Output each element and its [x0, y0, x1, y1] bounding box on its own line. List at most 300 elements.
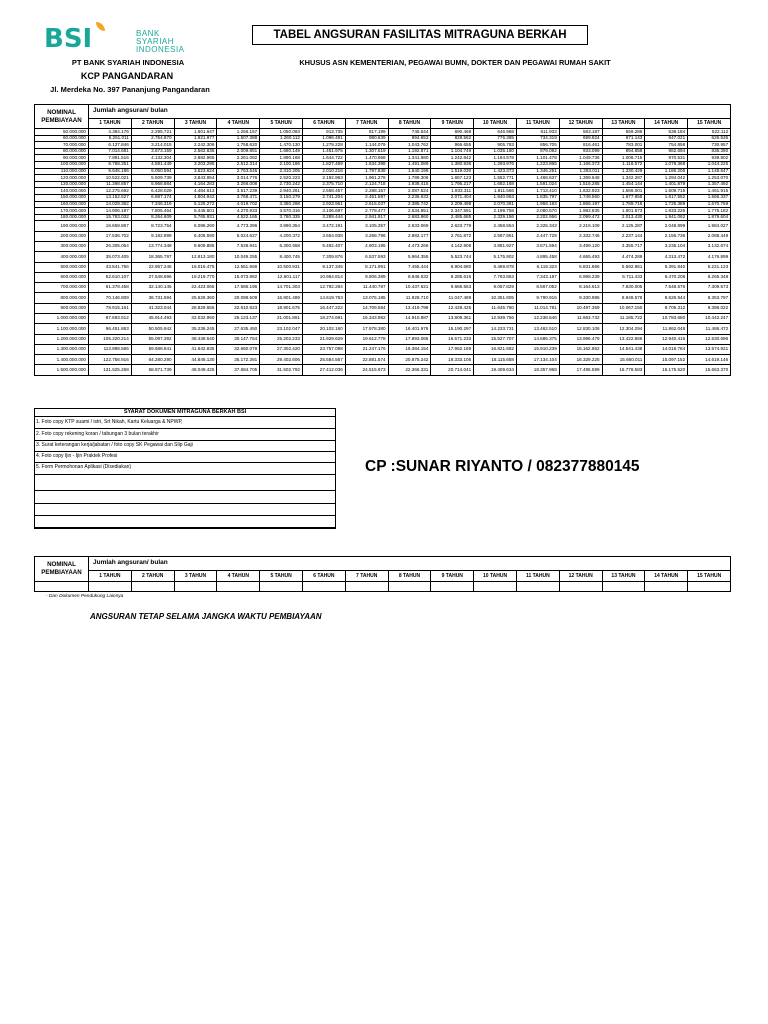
- installment-cell: 1.253.070: [688, 175, 731, 182]
- installment-cell: 2.730.242: [260, 181, 303, 188]
- installment-cell: 2.833.069: [388, 221, 431, 231]
- installment-cell: 1.461.975: [302, 148, 345, 155]
- installment-cell: 4.665.493: [559, 252, 602, 262]
- installment-cell: 11.014.781: [516, 303, 559, 313]
- installment-cell: 6.300.558: [260, 241, 303, 251]
- installment-cell: 8.723.754: [131, 221, 174, 231]
- installment-cell: 5.968.884: [131, 181, 174, 188]
- contact-person: CP :SUNAR RIYANTO / 082377880145: [365, 458, 640, 475]
- installment-cell: 1.118.572: [602, 161, 645, 168]
- installment-cell: 25.123.137: [217, 313, 260, 323]
- nominal-cell: 1.000.000.000: [35, 313, 89, 323]
- installment-cell: 646.988: [474, 129, 517, 136]
- installment-cell: 20.102.160: [302, 324, 345, 334]
- installment-cell: 1.346.251: [516, 168, 559, 175]
- installment-cell: 3.499.120: [559, 241, 602, 251]
- installment-cell: 4.142.808: [431, 241, 474, 251]
- installment-cell: 1.230.429: [602, 168, 645, 175]
- year-header: 1 TAHUN: [89, 119, 132, 129]
- installment-cell: 19.384.154: [388, 344, 431, 354]
- installment-cell: 16.447.222: [302, 303, 345, 313]
- installment-cell: 15.097.152: [645, 355, 688, 365]
- nominal-cell: 50.000.000: [35, 129, 89, 136]
- year-header: 3 TAHUN: [174, 571, 217, 582]
- empty-cell: [474, 582, 517, 592]
- installment-cell: 5.831.866: [559, 262, 602, 272]
- installment-cell: 12.601.117: [260, 272, 303, 282]
- installment-cell: 11.645.780: [474, 303, 517, 313]
- installment-cell: 1.461.915: [688, 188, 731, 195]
- installment-cell: 3.235.104: [645, 241, 688, 251]
- requirement-item: 3. Surat keterangan kerja/jabatan / foto copy SK Pegawai dan Slip Gaji: [36, 442, 193, 448]
- installment-cell: 13.774.348: [131, 241, 174, 251]
- installment-cell: 1.078.368: [645, 161, 688, 168]
- nominal-header-line1: NOMINAL: [47, 108, 76, 116]
- installment-cell: 27.302.420: [260, 344, 303, 354]
- requirement-item: 1. Foto copy KTP suami / istri, Srt Nikah, Kartu Keluarga & NPWP,: [36, 419, 183, 425]
- installment-cell: 2.080.570: [516, 208, 559, 215]
- installment-cell: 10.497.359: [559, 303, 602, 313]
- installment-cell: 10.442.247: [688, 313, 731, 323]
- installment-cell: 1.789.306: [388, 175, 431, 182]
- installment-cell: 20.875.242: [388, 355, 431, 365]
- installment-cell: 6.406.590: [174, 231, 217, 241]
- installment-cell: 3.014.776: [217, 175, 260, 182]
- installment-cell: 4.773.396: [217, 221, 260, 231]
- installment-cell: 2.156.736: [645, 231, 688, 241]
- installment-cell: 12.561.568: [217, 262, 260, 272]
- installment-cell: 2.520.223: [260, 175, 303, 182]
- installment-cell: 7.309.876: [302, 252, 345, 262]
- nominal-cell: 80.000.000: [35, 148, 89, 155]
- installment-cell: 1.670.759: [688, 201, 731, 208]
- installment-cell: 4.903.195: [345, 241, 388, 251]
- installment-cell: 8.948.578: [602, 293, 645, 303]
- installment-cell: 3.990.354: [260, 221, 303, 231]
- installment-cell: 1.491.089: [388, 161, 431, 168]
- installment-cell: 2.385.742: [388, 201, 431, 208]
- empty-cell: [302, 582, 345, 592]
- bank-name: PT BANK SYARIAH INDONESIA: [71, 58, 185, 67]
- installment-cell: 27.635.450: [217, 324, 260, 334]
- table-row: [35, 582, 731, 592]
- installment-cell: 2.202.956: [516, 214, 559, 221]
- installment-cell: 10.522.021: [89, 175, 132, 182]
- installment-cell: 783.001: [602, 142, 645, 149]
- installment-cell: 15.527.707: [474, 334, 517, 344]
- installment-cell: 13.809.361: [431, 313, 474, 323]
- year-header: 14 TAHUN: [645, 119, 688, 129]
- installment-cell: 10.500.931: [260, 262, 303, 272]
- installment-cell: 16.016.475: [174, 262, 217, 272]
- installment-cell: 3.472.191: [302, 221, 345, 231]
- nominal-header-line1: NOMINAL: [47, 561, 76, 568]
- installment-cell: 6.428.029: [131, 188, 174, 195]
- table-row: [35, 168, 731, 175]
- installment-cell: 1.901.573: [602, 208, 645, 215]
- installment-cell: 30.147.764: [217, 334, 260, 344]
- empty-cell: [431, 582, 474, 592]
- installment-cell: 2.375.710: [302, 181, 345, 188]
- installment-cell: 1.725.389: [645, 201, 688, 208]
- requirements-row-divider: [34, 528, 336, 529]
- empty-cell: [645, 582, 688, 592]
- nominal-cell: 60.000.000: [35, 135, 89, 142]
- installment-cell: 14.619.753: [302, 293, 345, 303]
- installment-cell: 856.705: [516, 142, 559, 149]
- installment-cell: 1.423.373: [474, 168, 517, 175]
- installment-cell: 10.049.255: [217, 252, 260, 262]
- nominal-header-line2: PEMBIAYAAN: [41, 116, 82, 124]
- installment-cell: 5.261.011: [89, 135, 132, 142]
- installment-cell: 1.879.604: [688, 214, 731, 221]
- installment-cell: 690.468: [431, 129, 474, 136]
- installment-cell: 745.544: [388, 129, 431, 136]
- installment-cell: 32.140.145: [131, 283, 174, 293]
- nominal-cell: 400.000.000: [35, 252, 89, 262]
- table-row: [35, 313, 731, 323]
- requirements-row-divider: [34, 490, 336, 491]
- supporting-documents-note: - Dan Dokumen Pendukung Lainnya: [46, 594, 124, 599]
- table-row: [35, 148, 731, 155]
- year-header: 8 TAHUN: [388, 119, 431, 129]
- installment-cell: 3.843.954: [174, 175, 217, 182]
- installment-cell: 9.057.829: [474, 283, 517, 293]
- installment-cell: 894.653: [388, 135, 431, 142]
- table-row: [35, 303, 731, 313]
- nominal-cell: 180.000.000: [35, 214, 89, 221]
- installment-cell: 61.378.458: [89, 283, 132, 293]
- installment-cell: 29.402.606: [260, 355, 303, 365]
- installment-cell: 4.591.449: [131, 161, 174, 168]
- installment-cell: 44.846.130: [174, 355, 217, 365]
- installment-cell: 2.087.524: [388, 188, 431, 195]
- installment-cell: 15.162.852: [559, 344, 602, 354]
- installment-cell: 41.642.835: [174, 344, 217, 354]
- installment-cell: 105.220.214: [89, 334, 132, 344]
- installment-cell: 8.946.532: [388, 272, 431, 282]
- installment-cell: 1.035.180: [474, 148, 517, 155]
- installment-cell: 1.890.168: [260, 155, 303, 162]
- installment-cell: 16.571.233: [431, 334, 474, 344]
- nominal-cell: 100.000.000: [35, 161, 89, 168]
- installment-cell: 16.801.489: [260, 293, 303, 303]
- table-row: [35, 194, 731, 201]
- installment-cell: 1.775.182: [688, 208, 731, 215]
- requirements-row-divider: [34, 428, 336, 429]
- requirements-row-divider: [34, 474, 336, 475]
- logo-leaf-icon: [96, 22, 105, 31]
- table-row: [35, 135, 731, 142]
- installment-cell: 2.940.261: [260, 188, 303, 195]
- installment-cell: 8.768.351: [89, 161, 132, 168]
- installment-cell: 1.941.062: [645, 214, 688, 221]
- installment-cell: 2.192.963: [302, 175, 345, 182]
- installment-cell: 4.313.472: [645, 252, 688, 262]
- year-header: 11 TAHUN: [516, 119, 559, 129]
- installment-cell: 1.043.762: [388, 142, 431, 149]
- requirements-row-divider: [34, 503, 336, 504]
- nominal-header: [35, 105, 89, 129]
- installment-cell: 4.132.304: [131, 155, 174, 162]
- installment-cell: 817.199: [345, 129, 388, 136]
- installment-cell: 122.756.916: [89, 355, 132, 365]
- installment-cell: 7.343.187: [516, 272, 559, 282]
- installment-cell: 5.221.123: [688, 262, 731, 272]
- installment-cell: 15.660.011: [602, 355, 645, 365]
- table-row: [35, 252, 731, 262]
- installment-cell: 5.523.744: [431, 252, 474, 262]
- installment-cell: 6.119.323: [516, 262, 559, 272]
- installment-cell: 4.522.165: [217, 214, 260, 221]
- installment-cell: 15.910.239: [516, 344, 559, 354]
- installment-header-title: Jumlah angsuran/ bulan: [89, 557, 731, 571]
- installment-cell: 11.663.732: [559, 313, 602, 323]
- installment-cell: 1.758.620: [217, 142, 260, 149]
- installment-cell: 1.958.183: [516, 201, 559, 208]
- installment-cell: 20.714.041: [431, 365, 474, 375]
- installment-cell: 1.454.144: [602, 181, 645, 188]
- year-header: 8 TAHUN: [388, 571, 431, 582]
- installment-cell: 2.447.729: [516, 231, 559, 241]
- installment-cell: 14.233.731: [474, 324, 517, 334]
- installment-cell: 12.275.692: [89, 188, 132, 195]
- installment-cell: 1.713.410: [516, 188, 559, 195]
- table-row: [35, 334, 731, 344]
- installment-cell: 2.923.951: [302, 201, 345, 208]
- installment-cell: 539.184: [645, 129, 688, 136]
- nominal-cell: 1.100.000.000: [35, 324, 89, 334]
- installment-cell: 27.548.696: [131, 272, 174, 282]
- installment-cell: 17.978.380: [345, 324, 388, 334]
- requirements-row-divider: [34, 462, 336, 463]
- empty-cell: [559, 582, 602, 592]
- installment-cell: 14.701.303: [260, 283, 303, 293]
- nominal-cell: 90.000.000: [35, 155, 89, 162]
- installment-cell: 22.957.246: [131, 262, 174, 272]
- installment-cell: 8.567.052: [516, 283, 559, 293]
- installment-cell: 55.097.392: [131, 334, 174, 344]
- installment-cell: 7.891.516: [89, 155, 132, 162]
- installment-cell: 1.294.042: [645, 175, 688, 182]
- year-header: 10 TAHUN: [474, 571, 517, 582]
- year-header: 5 TAHUN: [260, 571, 303, 582]
- year-header: 14 TAHUN: [645, 571, 688, 582]
- installment-cell: 6.265.348: [688, 272, 731, 282]
- nominal-cell: 1.200.000.000: [35, 334, 89, 344]
- installment-cell: 1.601.647: [174, 129, 217, 136]
- installment-cell: 9.137.345: [302, 262, 345, 272]
- year-header: 1 TAHUN: [89, 571, 132, 582]
- installment-cell: 14.018.784: [645, 344, 688, 354]
- installment-cell: 3.780.335: [260, 214, 303, 221]
- installment-cell: 7.548.576: [645, 283, 688, 293]
- year-header: 4 TAHUN: [217, 571, 260, 582]
- installment-cell: 1.789.716: [602, 201, 645, 208]
- installment-cell: 6.086.260: [174, 221, 217, 231]
- year-header: 9 TAHUN: [431, 119, 474, 129]
- installment-cell: 5.050.594: [131, 168, 174, 175]
- installment-cell: 18.357.968: [516, 365, 559, 375]
- year-header: 2 TAHUN: [131, 119, 174, 129]
- installment-cell: 35.172.391: [217, 355, 260, 365]
- installment-cell: 7.830.005: [602, 283, 645, 293]
- installment-cell: 3.105.357: [345, 221, 388, 231]
- installment-cell: 8.285.616: [431, 272, 474, 282]
- installment-cell: 3.517.239: [217, 188, 260, 195]
- requirements-title: SYARAT DOKUMEN MITRAGUNA BERKAH BSI: [123, 409, 247, 415]
- installment-cell: 1.101.478: [516, 155, 559, 162]
- empty-cell: [388, 582, 431, 592]
- installment-cell: 730.957: [688, 142, 731, 149]
- installment-cell: 2.458.554: [474, 221, 517, 231]
- installment-cell: 70.146.809: [89, 293, 132, 303]
- installment-cell: 1.827.469: [302, 161, 345, 168]
- nominal-cell: 190.000.000: [35, 221, 89, 231]
- installment-cell: 979.092: [516, 148, 559, 155]
- installment-cell: 2.209.498: [431, 201, 474, 208]
- installment-cell: 2.216.109: [559, 221, 602, 231]
- installment-cell: 1.307.519: [345, 148, 388, 155]
- table-row: [35, 201, 731, 208]
- installment-cell: 11.862.048: [645, 324, 688, 334]
- installment-cell: 9.806.389: [345, 272, 388, 282]
- installment-cell: 2.329.156: [474, 214, 517, 221]
- installment-cell: 1.470.130: [260, 142, 303, 149]
- installment-cell: 35.073.405: [89, 252, 132, 262]
- installment-cell: 18.365.797: [131, 252, 174, 262]
- installment-cell: 559.286: [602, 129, 645, 136]
- installment-cell: 28.829.655: [174, 303, 217, 313]
- installment-cell: 2.010.216: [302, 168, 345, 175]
- installment-cell: 41.323.044: [131, 303, 174, 313]
- installment-cell: 1.632.923: [559, 188, 602, 195]
- installment-cell: 10.067.150: [602, 303, 645, 313]
- installment-cell: 17.586.196: [217, 283, 260, 293]
- table-row: [35, 129, 731, 136]
- installment-cell: 1.982.835: [559, 208, 602, 215]
- installment-cell: 48.049.425: [174, 365, 217, 375]
- installment-cell: 2.451.597: [345, 194, 388, 201]
- installment-cell: 13.996.479: [559, 334, 602, 344]
- installment-cell: 18.115.658: [474, 355, 517, 365]
- installment-cell: 2.009.851: [217, 148, 260, 155]
- installment-cell: 23.757.098: [302, 344, 345, 354]
- installment-cell: 5.175.902: [474, 252, 517, 262]
- table-row: [35, 188, 731, 195]
- installment-cell: 9.609.885: [174, 241, 217, 251]
- bank-address: Jl. Merdeka No. 397 Pananjung Pangandaran: [50, 85, 210, 94]
- installment-cell: 31.502.792: [260, 365, 303, 375]
- installment-cell: 20.098.509: [217, 293, 260, 303]
- installment-cell: 14.709.584: [345, 303, 388, 313]
- installment-cell: 1.357.492: [688, 181, 731, 188]
- installment-cell: 1.186.205: [645, 168, 688, 175]
- installment-cell: 1.516.285: [559, 181, 602, 188]
- installment-cell: 16.329.225: [559, 355, 602, 365]
- installment-cell: 22.366.331: [388, 365, 431, 375]
- installment-cell: 15.663.370: [688, 365, 731, 375]
- table-row: [35, 355, 731, 365]
- installment-cell: 905.783: [474, 142, 517, 149]
- nominal-header-line2: PEMBIAYAAN: [41, 569, 82, 576]
- installment-cell: 4.484.613: [174, 188, 217, 195]
- installment-cell: 1.519.030: [431, 168, 474, 175]
- installment-cell: 6.998.239: [559, 272, 602, 282]
- requirements-row-divider: [34, 416, 336, 417]
- installment-cell: 2.683.960: [388, 214, 431, 221]
- installment-cell: 4.804.942: [174, 194, 217, 201]
- empty-cell: [516, 582, 559, 592]
- installment-cell: 32.660.078: [217, 344, 260, 354]
- installment-cell: 970.531: [645, 155, 688, 162]
- installment-cell: 13.419.799: [388, 303, 431, 313]
- installment-cell: 1.164.578: [474, 155, 517, 162]
- installment-cell: 2.071.404: [431, 194, 474, 201]
- installment-cell: 1.680.149: [260, 148, 303, 155]
- installment-cell: 16.659.867: [89, 221, 132, 231]
- installment-cell: 12.940.416: [645, 334, 688, 344]
- installment-cell: 2.199.758: [474, 208, 517, 215]
- installment-cell: 23.102.047: [260, 324, 303, 334]
- installment-cell: 1.470.958: [345, 155, 388, 162]
- table-row: [35, 241, 731, 251]
- table-row: [35, 221, 731, 231]
- installment-cell: 3.355.717: [602, 241, 645, 251]
- installment-cell: 22.610.823: [217, 303, 260, 313]
- installment-cell: 3.671.594: [516, 241, 559, 251]
- installment-cell: 6.537.593: [345, 252, 388, 262]
- table-row: [35, 262, 731, 272]
- installment-cell: 3.881.927: [474, 241, 517, 251]
- installment-cell: 15.783.032: [89, 214, 132, 221]
- installment-cell: 5.125.272: [174, 201, 217, 208]
- year-header: 6 TAHUN: [302, 571, 345, 582]
- year-header: 5 TAHUN: [260, 119, 303, 129]
- installment-cell: 6.137.846: [89, 142, 132, 149]
- installment-cell: 16.175.520: [645, 365, 688, 375]
- installment-cell: 2.125.287: [602, 221, 645, 231]
- installment-cell: 10.351.805: [474, 293, 517, 303]
- installment-cell: 2.347.591: [431, 208, 474, 215]
- installment-cell: 37.684.705: [217, 365, 260, 375]
- installment-cell: 1.940.963: [474, 194, 517, 201]
- installment-cell: 1.961.278: [345, 175, 388, 182]
- installment-cell: 1.148.647: [688, 168, 731, 175]
- installment-cell: 3.523.624: [174, 168, 217, 175]
- nominal-cell: 600.000.000: [35, 272, 89, 282]
- installment-cell: 913.735: [302, 129, 345, 136]
- installment-cell: 8.171.991: [345, 262, 388, 272]
- installment-cell: 2.013.430: [602, 214, 645, 221]
- installment-cell: 1.507.388: [217, 135, 260, 142]
- table-row: [35, 283, 731, 293]
- requirement-item: 2. Foto copy rekening koran / tabungan 3 bulan terakhir: [36, 431, 159, 437]
- installment-cell: 583.187: [559, 129, 602, 136]
- installment-cell: 7.763.853: [474, 272, 517, 282]
- installment-cell: 3.150.279: [260, 194, 303, 201]
- empty-cell: [217, 582, 260, 592]
- installment-cell: 13.075.185: [345, 293, 388, 303]
- installment-cell: 11.398.857: [89, 181, 132, 188]
- installment-cell: 2.310.205: [260, 168, 303, 175]
- installment-cell: 8.164.613: [559, 283, 602, 293]
- installment-cell: 38.439.540: [174, 334, 217, 344]
- nominal-cell: 120.000.000: [35, 175, 89, 182]
- installment-cell: 5.482.407: [302, 241, 345, 251]
- installment-cell: 17.495.599: [559, 365, 602, 375]
- installment-cell: 9.645.186: [89, 168, 132, 175]
